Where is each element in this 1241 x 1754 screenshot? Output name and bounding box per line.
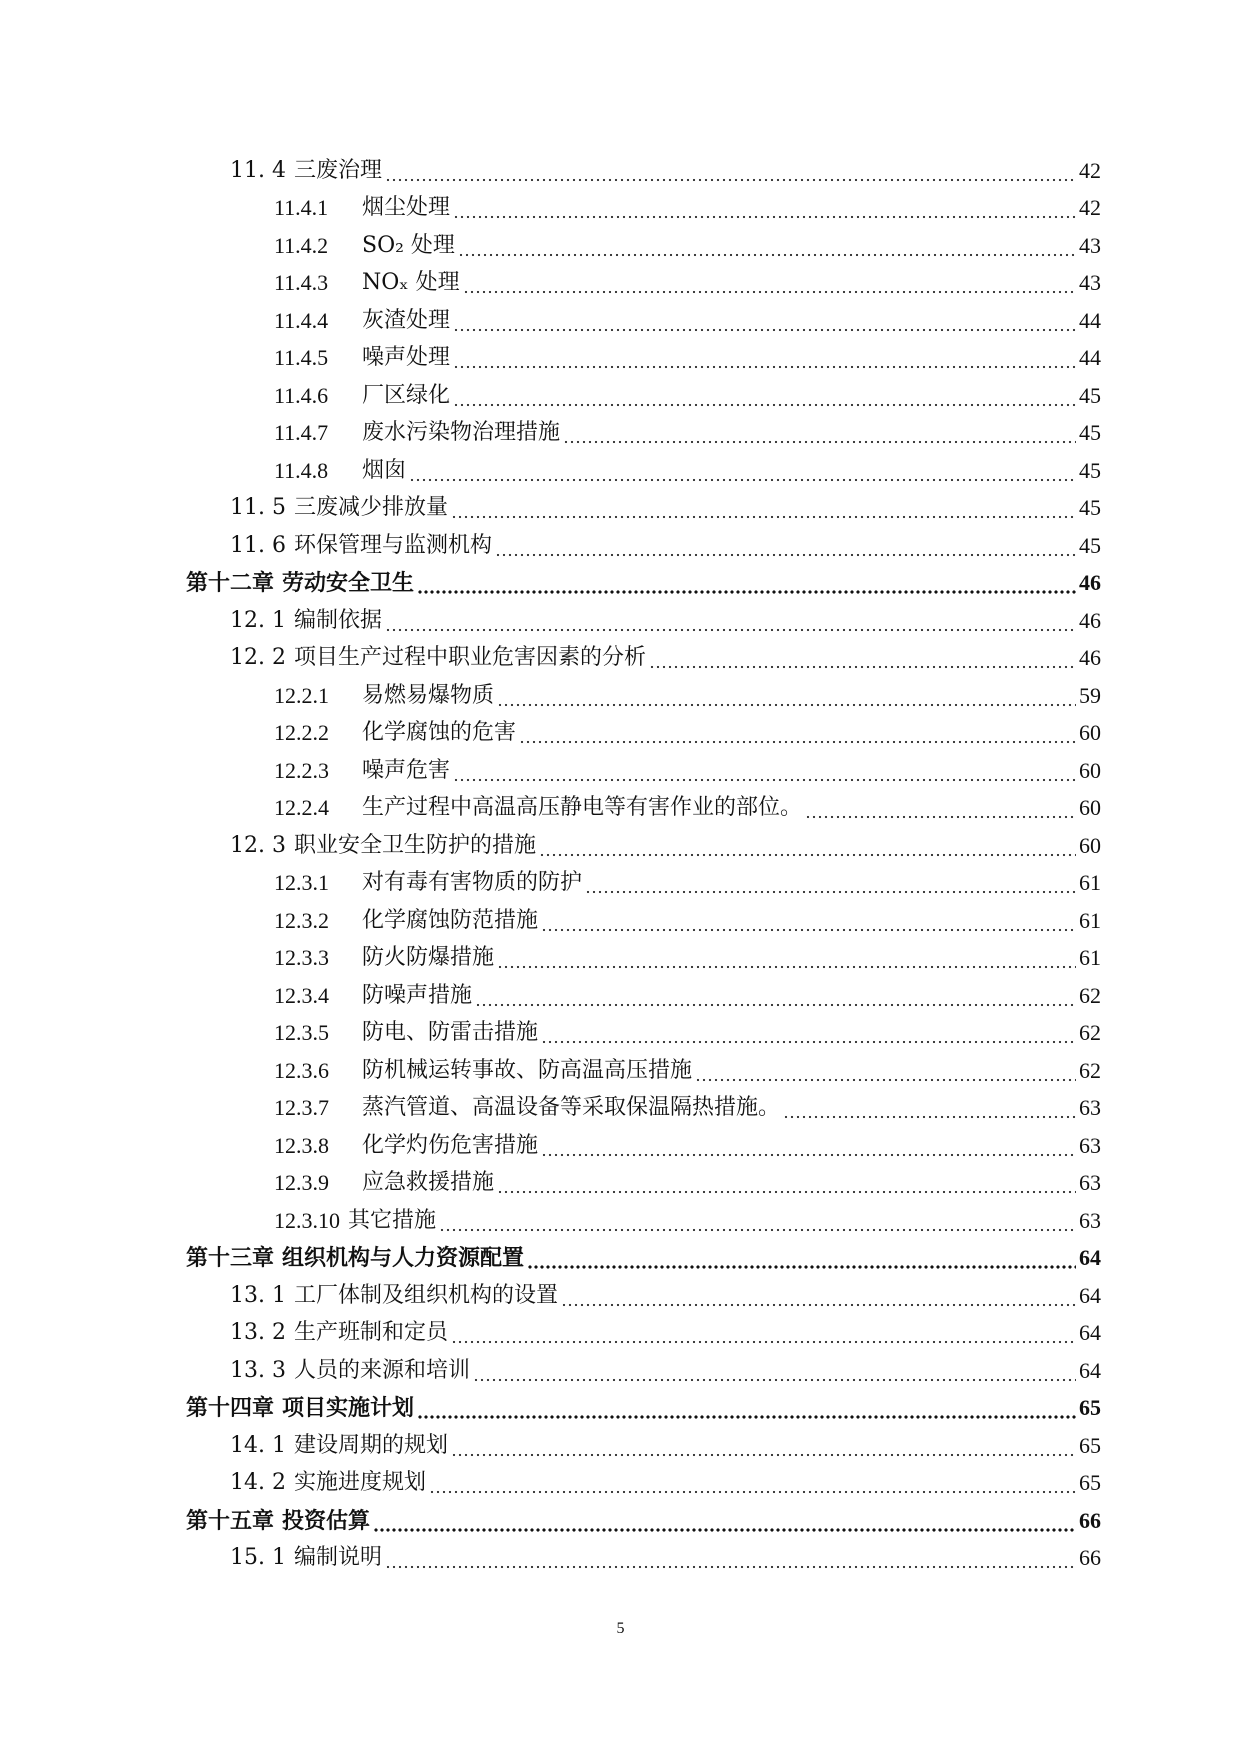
toc-entry-number: 12. 3 bbox=[230, 832, 286, 858]
toc-entry-row bbox=[274, 677, 1101, 715]
dot-leader bbox=[453, 347, 1076, 369]
toc-entry-number: 13. 3 bbox=[230, 1357, 286, 1383]
toc-entry[interactable] bbox=[0, 1427, 1241, 1465]
toc-entry-row bbox=[230, 490, 1101, 528]
toc-entry-row bbox=[186, 1240, 1101, 1278]
toc-entry-title: 劳动安全卫生 bbox=[282, 570, 415, 597]
toc-entry-number: 第十五章 bbox=[186, 1507, 275, 1534]
dot-leader bbox=[385, 160, 1076, 182]
toc-entry-page: 45 bbox=[1079, 420, 1101, 446]
dot-leader bbox=[429, 1472, 1076, 1494]
toc-entry-page: 43 bbox=[1079, 270, 1101, 296]
toc-entry-page: 64 bbox=[1079, 1245, 1101, 1271]
dot-leader bbox=[373, 1510, 1076, 1532]
toc-entry-number: 第十四章 bbox=[186, 1395, 275, 1422]
toc-entry-number: 12. 2 bbox=[230, 645, 286, 671]
toc-entry-title: 编制说明 bbox=[293, 1545, 382, 1571]
dot-leader bbox=[563, 422, 1076, 444]
toc-entry-page: 60 bbox=[1079, 795, 1101, 821]
toc-entry[interactable] bbox=[0, 490, 1241, 528]
toc-entry[interactable] bbox=[0, 1052, 1241, 1090]
toc-entry[interactable] bbox=[0, 1090, 1241, 1128]
toc-entry-page: 43 bbox=[1079, 232, 1101, 258]
toc-entry-title: 化学腐蚀的危害 bbox=[362, 720, 517, 746]
toc-entry-title: 职业安全卫生防护的措施 bbox=[293, 832, 536, 858]
toc-entry-page: 62 bbox=[1079, 1020, 1101, 1046]
toc-entry[interactable] bbox=[0, 902, 1241, 940]
toc-entry-title: 噪声处理 bbox=[362, 345, 451, 371]
dot-leader bbox=[539, 835, 1076, 857]
toc-chapter-entry[interactable] bbox=[0, 1502, 1241, 1540]
toc-entry-number: 14. 2 bbox=[230, 1470, 286, 1496]
toc-entry-title: 应急救援措施 bbox=[362, 1170, 495, 1196]
toc-entry[interactable] bbox=[0, 1015, 1241, 1053]
toc-entry-title: 投资估算 bbox=[282, 1507, 371, 1534]
dot-leader bbox=[497, 685, 1076, 707]
toc-entry-row bbox=[230, 1352, 1101, 1390]
toc-entry-row bbox=[274, 790, 1101, 828]
toc-entry-page: 45 bbox=[1079, 532, 1101, 558]
toc-entry-row bbox=[274, 715, 1101, 753]
dot-leader bbox=[541, 1022, 1076, 1044]
toc-entry-page: 64 bbox=[1079, 1320, 1101, 1346]
toc-entry[interactable] bbox=[0, 977, 1241, 1015]
toc-entry-page: 60 bbox=[1079, 757, 1101, 783]
toc-entry-page: 42 bbox=[1079, 195, 1101, 221]
toc-entry-title: 编制依据 bbox=[293, 607, 382, 633]
toc-entry-page: 65 bbox=[1079, 1432, 1101, 1458]
toc-entry-title: 生产过程中高温高压静电等有害作业的部位。 bbox=[362, 795, 803, 821]
toc-entry-row bbox=[274, 452, 1101, 490]
toc-entry[interactable] bbox=[0, 1277, 1241, 1315]
toc-entry-page: 45 bbox=[1079, 495, 1101, 521]
dot-leader bbox=[805, 797, 1076, 819]
toc-entry-title: 防机械运转事故、防高温高压措施 bbox=[362, 1057, 693, 1083]
dot-leader bbox=[497, 947, 1076, 969]
toc-entry-title: 厂区绿化 bbox=[362, 382, 451, 408]
toc-entry[interactable] bbox=[0, 190, 1241, 228]
toc-entry[interactable] bbox=[0, 677, 1241, 715]
toc-entry-page: 44 bbox=[1079, 345, 1101, 371]
dot-leader bbox=[473, 1360, 1076, 1382]
toc-entry-row bbox=[274, 415, 1101, 453]
dot-leader bbox=[695, 1060, 1076, 1082]
toc-entry-title: 噪声危害 bbox=[362, 757, 451, 783]
toc-entry-row bbox=[274, 752, 1101, 790]
toc-entry-title: 防电、防雷击措施 bbox=[362, 1020, 539, 1046]
toc-entry-row bbox=[186, 1502, 1101, 1540]
toc-entry-row bbox=[274, 1127, 1101, 1165]
toc-entry-number: 12.2.3 bbox=[274, 757, 329, 783]
dot-leader bbox=[585, 872, 1076, 894]
toc-entry-row bbox=[274, 1202, 1101, 1240]
toc-entry-number: 11.4.3 bbox=[274, 270, 329, 296]
toc-entry-title: 项目实施计划 bbox=[282, 1395, 415, 1422]
toc-entry-title: 三废治理 bbox=[293, 157, 382, 183]
toc-entry[interactable] bbox=[0, 790, 1241, 828]
toc-entry-number: 12.3.8 bbox=[274, 1132, 329, 1158]
toc-entry[interactable] bbox=[0, 340, 1241, 378]
toc-entry-title: 其它措施 bbox=[348, 1207, 437, 1233]
toc-entry[interactable] bbox=[0, 640, 1241, 678]
dot-leader bbox=[451, 1322, 1076, 1344]
toc-entry[interactable] bbox=[0, 752, 1241, 790]
toc-entry[interactable] bbox=[0, 1352, 1241, 1390]
toc-entry-row bbox=[230, 1540, 1101, 1578]
toc-entry-number: 12.3.4 bbox=[274, 982, 329, 1008]
toc-entry-page: 64 bbox=[1079, 1357, 1101, 1383]
toc-entry-title: 化学腐蚀防范措施 bbox=[362, 907, 539, 933]
dot-leader bbox=[475, 985, 1076, 1007]
toc-entry-row bbox=[230, 827, 1101, 865]
toc-entry-number: 11.4.5 bbox=[274, 345, 329, 371]
toc-entry-row bbox=[230, 1465, 1101, 1503]
toc-entry-page: 44 bbox=[1079, 307, 1101, 333]
dot-leader bbox=[439, 1210, 1076, 1232]
toc-entry-title: 灰渣处理 bbox=[362, 307, 451, 333]
toc-entry-number: 12.3.10 bbox=[274, 1207, 340, 1233]
toc-entry[interactable] bbox=[0, 527, 1241, 565]
dot-leader bbox=[495, 535, 1076, 557]
toc-entry-page: 46 bbox=[1079, 570, 1101, 596]
toc-entry-row bbox=[274, 940, 1101, 978]
toc-entry-number: 11. 4 bbox=[230, 157, 286, 183]
toc-entry-page: 61 bbox=[1079, 945, 1101, 971]
dot-leader bbox=[541, 1135, 1076, 1157]
toc-entry-page: 60 bbox=[1079, 832, 1101, 858]
toc-entry-number: 11. 6 bbox=[230, 532, 286, 558]
toc-entry-page: 62 bbox=[1079, 982, 1101, 1008]
toc-entry-title: 项目生产过程中职业危害因素的分析 bbox=[293, 645, 646, 671]
toc-entry-title: 三废减少排放量 bbox=[293, 495, 448, 521]
dot-leader bbox=[541, 910, 1076, 932]
dot-leader bbox=[497, 1172, 1076, 1194]
toc-entry-row bbox=[230, 527, 1101, 565]
toc-entry-row bbox=[186, 565, 1101, 603]
toc-entry-page: 45 bbox=[1079, 382, 1101, 408]
toc-entry-row bbox=[274, 377, 1101, 415]
dot-leader bbox=[453, 385, 1076, 407]
toc-entry-row bbox=[274, 1015, 1101, 1053]
toc-entry-title: 环保管理与监测机构 bbox=[293, 532, 492, 558]
toc-entry-number: 11.4.6 bbox=[274, 382, 329, 408]
toc-entry[interactable] bbox=[0, 1165, 1241, 1203]
toc-entry-number: 11.4.2 bbox=[274, 232, 329, 258]
toc-entry-title: 易燃易爆物质 bbox=[362, 682, 495, 708]
toc-entry-page: 63 bbox=[1079, 1170, 1101, 1196]
toc-entry-title: SO₂ 处理 bbox=[362, 232, 455, 258]
toc-entry-title: 人员的来源和培训 bbox=[293, 1357, 470, 1383]
toc-entry-title: 组织机构与人力资源配置 bbox=[282, 1245, 525, 1272]
toc-entry-number: 12.3.3 bbox=[274, 945, 329, 971]
toc-entry[interactable] bbox=[0, 377, 1241, 415]
toc-entry-row bbox=[186, 1390, 1101, 1428]
toc-entry[interactable] bbox=[0, 152, 1241, 190]
toc-entry-title: 防噪声措施 bbox=[362, 982, 473, 1008]
toc-entry-page: 61 bbox=[1079, 870, 1101, 896]
toc-entry-title: 建设周期的规划 bbox=[293, 1432, 448, 1458]
toc-entry-page: 63 bbox=[1079, 1132, 1101, 1158]
toc-entry-number: 11.4.7 bbox=[274, 420, 329, 446]
toc-entry-row bbox=[274, 302, 1101, 340]
dot-leader bbox=[783, 1097, 1076, 1119]
toc-entry[interactable] bbox=[0, 1465, 1241, 1503]
toc-entry-number: 11.4.1 bbox=[274, 195, 329, 221]
toc-entry-page: 65 bbox=[1079, 1395, 1101, 1421]
toc-entry-number: 15. 1 bbox=[230, 1545, 286, 1571]
toc-entry-page: 45 bbox=[1079, 457, 1101, 483]
toc-entry[interactable] bbox=[0, 940, 1241, 978]
toc-entry-number: 12.3.1 bbox=[274, 870, 329, 896]
toc-entry-row bbox=[274, 1165, 1101, 1203]
dot-leader bbox=[463, 272, 1076, 294]
toc-entry-title: 实施进度规划 bbox=[293, 1470, 426, 1496]
toc-entry-page: 60 bbox=[1079, 720, 1101, 746]
toc-entry-row bbox=[274, 340, 1101, 378]
toc-entry[interactable] bbox=[0, 265, 1241, 303]
dot-leader bbox=[385, 1547, 1076, 1569]
toc-entry[interactable] bbox=[0, 1127, 1241, 1165]
toc-entry-row bbox=[230, 152, 1101, 190]
toc-entry[interactable] bbox=[0, 865, 1241, 903]
toc-entry-row bbox=[274, 265, 1101, 303]
toc-entry-title: 生产班制和定员 bbox=[293, 1320, 448, 1346]
toc-entry-number: 13. 2 bbox=[230, 1320, 286, 1346]
toc-entry[interactable] bbox=[0, 452, 1241, 490]
toc-entry-page: 65 bbox=[1079, 1470, 1101, 1496]
toc-entry-row bbox=[274, 977, 1101, 1015]
toc-entry-page: 64 bbox=[1079, 1282, 1101, 1308]
toc-entry-title: 防火防爆措施 bbox=[362, 945, 495, 971]
toc-entry-row bbox=[274, 227, 1101, 265]
toc-entry-number: 第十三章 bbox=[186, 1245, 275, 1272]
toc-entry[interactable] bbox=[0, 302, 1241, 340]
toc-entry-number: 12.2.2 bbox=[274, 720, 329, 746]
toc-entry[interactable] bbox=[0, 1540, 1241, 1578]
toc-chapter-entry[interactable] bbox=[0, 1390, 1241, 1428]
toc-entry-page: 63 bbox=[1079, 1095, 1101, 1121]
toc-entry[interactable] bbox=[0, 602, 1241, 640]
toc-entry-title: 对有毒有害物质的防护 bbox=[362, 870, 583, 896]
toc-entry-page: 46 bbox=[1079, 645, 1101, 671]
toc-entry-number: 12.3.9 bbox=[274, 1170, 329, 1196]
dot-leader bbox=[561, 1285, 1076, 1307]
toc-entry-number: 12.2.4 bbox=[274, 795, 329, 821]
toc-entry-page: 63 bbox=[1079, 1207, 1101, 1233]
toc-entry-row bbox=[230, 1315, 1101, 1353]
toc-entry-number: 12.3.6 bbox=[274, 1057, 329, 1083]
dot-leader bbox=[417, 1397, 1076, 1419]
toc-entry-row bbox=[274, 902, 1101, 940]
dot-leader bbox=[417, 572, 1076, 594]
dot-leader bbox=[453, 197, 1076, 219]
toc-entry-number: 12.3.5 bbox=[274, 1020, 329, 1046]
dot-leader bbox=[458, 235, 1076, 257]
toc-entry-title: 废水污染物治理措施 bbox=[362, 420, 561, 446]
toc-entry[interactable] bbox=[0, 715, 1241, 753]
dot-leader bbox=[527, 1247, 1076, 1269]
toc-entry-number: 11.4.4 bbox=[274, 307, 329, 333]
toc-entry-page: 66 bbox=[1079, 1507, 1101, 1533]
toc-entry-title: 蒸汽管道、高温设备等采取保温隔热措施。 bbox=[362, 1095, 781, 1121]
toc-entry[interactable] bbox=[0, 1202, 1241, 1240]
toc-entry-row bbox=[230, 1277, 1101, 1315]
toc-entry-row bbox=[274, 865, 1101, 903]
toc-entry-page: 62 bbox=[1079, 1057, 1101, 1083]
toc-entry-title: 化学灼伤危害措施 bbox=[362, 1132, 539, 1158]
page-number: 5 bbox=[616, 1620, 625, 1637]
toc-entry-page: 61 bbox=[1079, 907, 1101, 933]
dot-leader bbox=[385, 610, 1076, 632]
toc-entry[interactable] bbox=[0, 227, 1241, 265]
toc-entry-row bbox=[274, 1052, 1101, 1090]
toc-entry-title: 烟囱 bbox=[362, 457, 407, 483]
toc-chapter-entry[interactable] bbox=[0, 1240, 1241, 1278]
dot-leader bbox=[453, 760, 1076, 782]
table-of-contents bbox=[0, 152, 1241, 1577]
toc-entry-row bbox=[274, 1090, 1101, 1128]
toc-chapter-entry[interactable] bbox=[0, 565, 1241, 603]
toc-entry-row bbox=[274, 190, 1101, 228]
toc-entry-title: 工厂体制及组织机构的设置 bbox=[293, 1282, 558, 1308]
toc-entry[interactable] bbox=[0, 415, 1241, 453]
dot-leader bbox=[649, 647, 1076, 669]
toc-entry-row bbox=[230, 602, 1101, 640]
toc-entry-number: 11.4.8 bbox=[274, 457, 329, 483]
toc-entry-page: 59 bbox=[1079, 682, 1101, 708]
toc-entry-row bbox=[230, 640, 1101, 678]
dot-leader bbox=[409, 460, 1076, 482]
toc-entry-number: 11. 5 bbox=[230, 495, 286, 521]
toc-entry-number: 12.3.7 bbox=[274, 1095, 329, 1121]
dot-leader bbox=[453, 310, 1076, 332]
toc-entry-page: 46 bbox=[1079, 607, 1101, 633]
toc-entry[interactable] bbox=[0, 827, 1241, 865]
toc-entry-number: 12.2.1 bbox=[274, 682, 329, 708]
toc-entry[interactable] bbox=[0, 1315, 1241, 1353]
toc-entry-row bbox=[230, 1427, 1101, 1465]
dot-leader bbox=[451, 1435, 1076, 1457]
toc-entry-title: 烟尘处理 bbox=[362, 195, 451, 221]
toc-entry-title: NOₓ 处理 bbox=[362, 270, 460, 296]
toc-entry-number: 12.3.2 bbox=[274, 907, 329, 933]
toc-entry-number: 14. 1 bbox=[230, 1432, 286, 1458]
toc-entry-number: 13. 1 bbox=[230, 1282, 286, 1308]
toc-entry-number: 12. 1 bbox=[230, 607, 286, 633]
dot-leader bbox=[451, 497, 1076, 519]
toc-entry-number: 第十二章 bbox=[186, 570, 275, 597]
toc-entry-page: 42 bbox=[1079, 157, 1101, 183]
dot-leader bbox=[519, 722, 1076, 744]
toc-entry-page: 66 bbox=[1079, 1545, 1101, 1571]
